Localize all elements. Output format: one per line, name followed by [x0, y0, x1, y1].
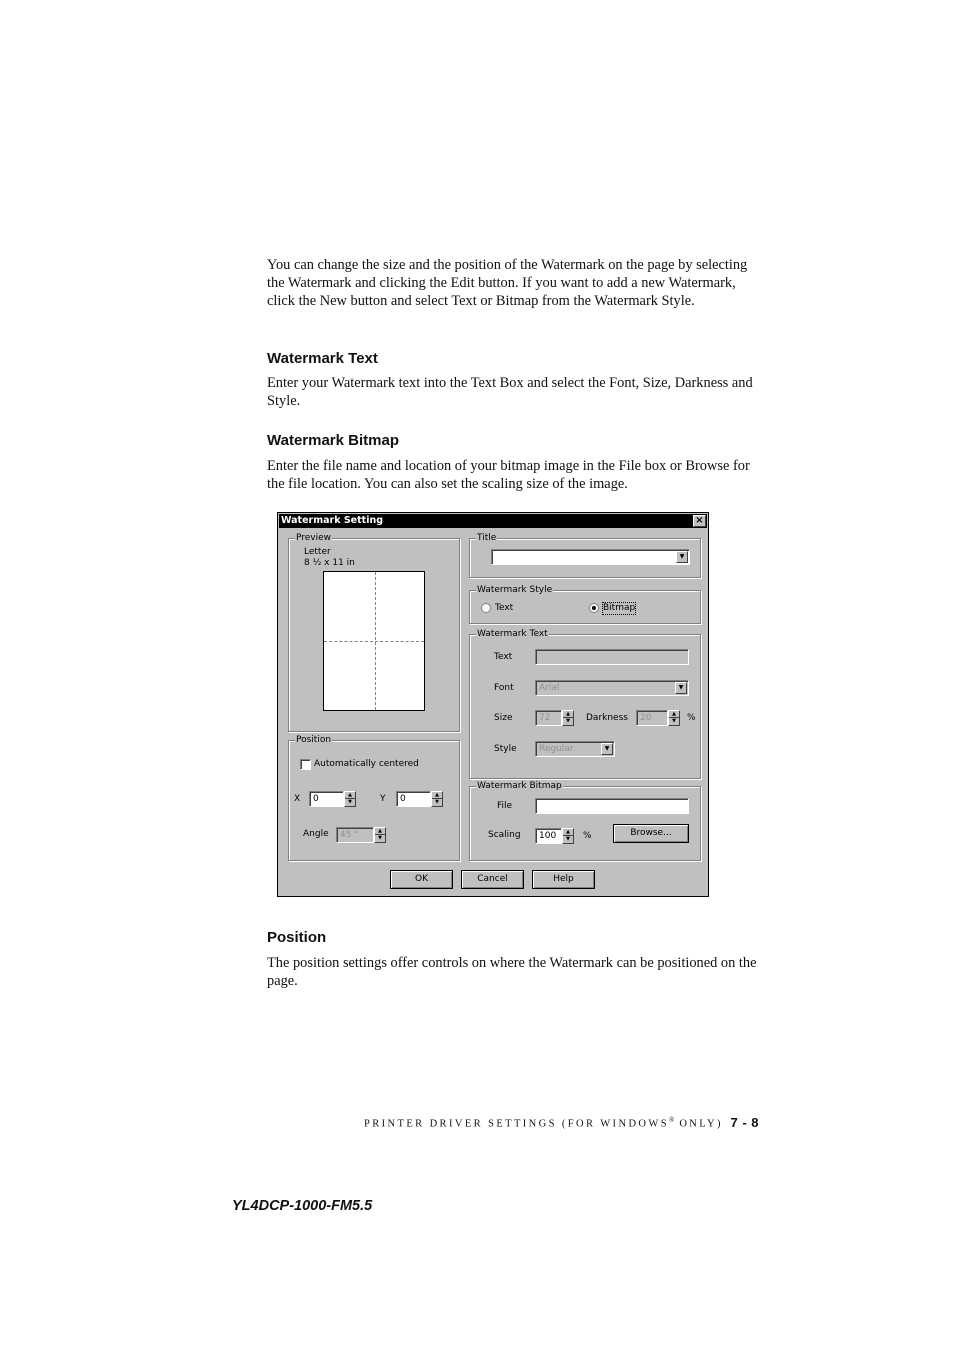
text-input[interactable]: [535, 649, 689, 665]
style-value: Regular: [539, 744, 574, 754]
chevron-down-icon[interactable]: ▼: [676, 551, 688, 563]
x-label: X: [294, 794, 301, 804]
style-text-label: Text: [495, 603, 514, 613]
scaling-input[interactable]: 100: [535, 828, 562, 844]
scaling-label: Scaling: [488, 830, 521, 840]
preview-group-label: Preview: [296, 533, 332, 543]
file-input[interactable]: [535, 798, 689, 814]
darkness-spinner[interactable]: ▲ ▼: [668, 710, 680, 726]
heading-watermark-text: Watermark Text: [267, 350, 378, 367]
paper-name: Letter: [304, 547, 331, 557]
watermark-text-paragraph: Enter your Watermark text into the Text Box and select the Font, Size, Darkness and Style.: [267, 375, 753, 409]
position-group-label: Position: [296, 735, 332, 745]
heading-position: Position: [267, 929, 327, 946]
chevron-down-icon[interactable]: ▼: [675, 682, 687, 694]
title-group-label: Title: [477, 533, 497, 543]
dialog-title: Watermark Setting: [281, 515, 384, 526]
y-input[interactable]: 0: [396, 791, 431, 807]
page-footer: [364, 1116, 759, 1130]
preview-group: [288, 533, 460, 732]
horizontal-center-guide: [324, 641, 424, 642]
watermark-setting-dialog: [277, 512, 709, 897]
style-text-radio[interactable]: [481, 603, 491, 613]
registered-mark: ®: [668, 1116, 675, 1124]
browse-button[interactable]: Browse...: [613, 824, 689, 843]
position-group: [288, 735, 460, 861]
auto-center-checkbox[interactable]: [300, 759, 311, 770]
page-number: 7 - 8: [730, 1115, 759, 1130]
watermark-text-group: [469, 629, 701, 779]
size-spinner[interactable]: ▲ ▼: [562, 710, 574, 726]
paper-size: 8 ½ x 11 in: [304, 558, 355, 568]
footer-section-end: ONLY): [674, 1118, 723, 1130]
size-input[interactable]: 72: [535, 710, 562, 726]
angle-spinner[interactable]: ▲ ▼: [374, 827, 386, 843]
page-preview: [323, 571, 425, 711]
style-label: Style: [494, 744, 517, 754]
title-select[interactable]: [491, 549, 690, 565]
document-code: YL4DCP-1000-FM5.5: [232, 1198, 373, 1214]
watermark-bitmap-group: [469, 781, 701, 861]
darkness-input[interactable]: 20: [636, 710, 668, 726]
help-button[interactable]: Help: [532, 870, 595, 889]
title-group: [469, 533, 701, 578]
cancel-button[interactable]: Cancel: [461, 870, 524, 889]
watermark-bitmap-group-label: Watermark Bitmap: [477, 781, 562, 791]
ok-button[interactable]: OK: [390, 870, 453, 889]
darkness-label: Darkness: [586, 713, 628, 723]
style-select[interactable]: [535, 741, 615, 757]
position-paragraph: The position settings offer controls on where the Watermark can be positioned on the page.: [267, 955, 757, 989]
scaling-percent: %: [583, 831, 592, 841]
y-spinner[interactable]: ▲ ▼: [431, 791, 443, 807]
watermark-text-group-label: Watermark Text: [477, 629, 548, 639]
dialog-title-bar: [279, 514, 707, 528]
watermark-style-group: [469, 585, 701, 624]
x-input[interactable]: 0: [309, 791, 344, 807]
style-bitmap-radio[interactable]: [589, 603, 599, 613]
font-select[interactable]: [535, 680, 689, 696]
watermark-bitmap-paragraph: Enter the file name and location of your bitmap image in the File box or Browse for the file location. You can also set the scaling size of the image.: [267, 458, 750, 492]
angle-label: Angle: [303, 829, 329, 839]
intro-paragraph: You can change the size and the position of the Watermark on the page by selecting the Watermark and clicking the Edit button. If you want to add a new Watermark, click the New button and select Text or Bitmap from the Watermark Style.: [267, 257, 748, 309]
scaling-spinner[interactable]: ▲ ▼: [562, 828, 574, 844]
footer-section-title: PRINTER DRIVER SETTINGS (FOR WINDOWS: [364, 1118, 669, 1130]
text-label: Text: [494, 652, 513, 662]
size-label: Size: [494, 713, 513, 723]
chevron-down-icon[interactable]: ▼: [601, 743, 613, 755]
auto-center-label: Automatically centered: [314, 759, 419, 769]
file-label: File: [497, 801, 513, 811]
darkness-percent: %: [687, 713, 696, 723]
font-label: Font: [494, 683, 514, 693]
font-value: Arial: [539, 683, 560, 693]
angle-input[interactable]: 45 °: [336, 827, 374, 843]
watermark-style-label: Watermark Style: [477, 585, 553, 595]
close-icon[interactable]: ×: [693, 515, 706, 527]
heading-watermark-bitmap: Watermark Bitmap: [267, 432, 399, 449]
style-bitmap-label: Bitmap: [603, 603, 636, 613]
y-label: Y: [380, 794, 386, 804]
x-spinner[interactable]: ▲ ▼: [344, 791, 356, 807]
